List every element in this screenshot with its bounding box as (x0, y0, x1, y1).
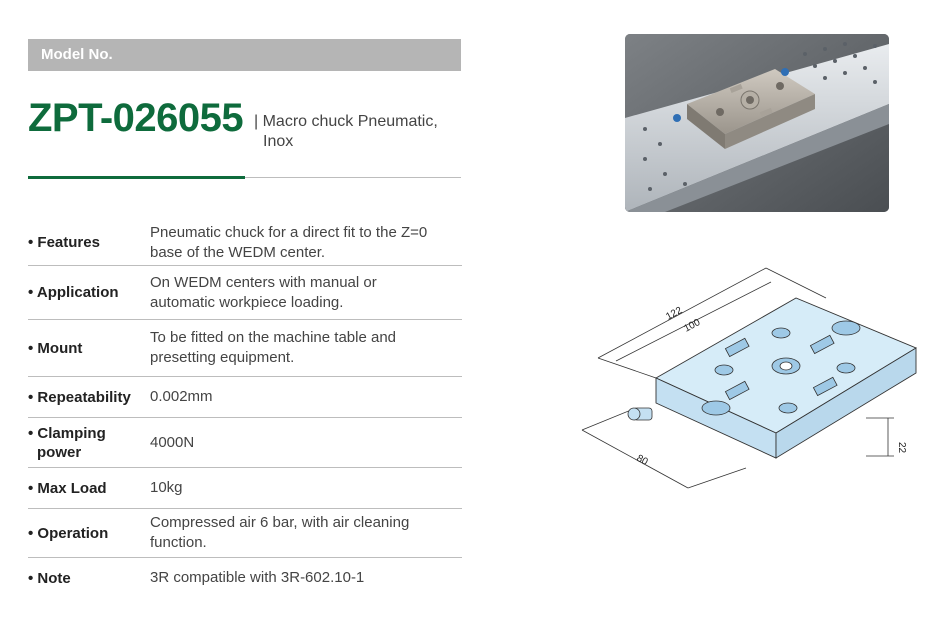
technical-drawing (576, 258, 926, 508)
spec-value: To be fitted on the machine table and presetting equipment. (150, 329, 397, 366)
air-fitting (628, 408, 652, 420)
model-number: ZPT-026055 (28, 96, 244, 140)
spec-row-application (28, 266, 462, 320)
spec-value: Compressed air 6 bar, with air cleaning function. (150, 514, 410, 551)
product-photo (625, 34, 889, 212)
model-number-bar (28, 39, 461, 71)
dim-label-length: 122 (664, 305, 685, 323)
product-photo-illustration (625, 34, 889, 212)
dim-label-width: 80 (634, 452, 650, 468)
spec-value: 0.002mm (150, 388, 213, 405)
spec-row-operation (28, 509, 462, 558)
model-description-line2: Inox (263, 133, 294, 150)
spec-label: • Note (28, 569, 71, 587)
spec-row-note (28, 558, 462, 598)
model-description (254, 112, 464, 152)
title-accent-divider (28, 176, 245, 179)
spec-label: • Operation (28, 524, 109, 542)
dim-line-width (582, 430, 688, 488)
spec-value: 10kg (150, 479, 183, 496)
spec-value: 4000N (150, 433, 195, 451)
spec-label: • Clamping power (28, 424, 106, 461)
spec-label: • Max Load (28, 479, 107, 497)
spec-row-clamping-power (28, 418, 462, 468)
dim-label-height: 22 (896, 442, 907, 454)
spec-row-features (28, 220, 462, 266)
dim-label-inner: 100 (682, 317, 703, 335)
model-description-line1: | Macro chuck Pneumatic, (254, 113, 438, 130)
model-number-bar-label: Model No. (41, 46, 113, 63)
spec-label: • Repeatability (28, 388, 131, 406)
spec-label: • Mount (28, 339, 83, 357)
spec-label: • Application (28, 284, 119, 301)
spec-value: Pneumatic chuck for a direct fit to the Z=0 base of the WEDM center. (150, 223, 428, 261)
spec-value: 3R compatible with 3R-602.10-1 (150, 569, 365, 586)
spec-row-repeatability (28, 377, 462, 418)
technical-drawing-svg (576, 258, 926, 508)
spec-value: On WEDM centers with manual or automatic workpiece loading. (150, 273, 377, 311)
spec-row-max-load (28, 468, 462, 509)
spec-row-mount (28, 320, 462, 377)
spec-label: • Features (28, 234, 100, 251)
